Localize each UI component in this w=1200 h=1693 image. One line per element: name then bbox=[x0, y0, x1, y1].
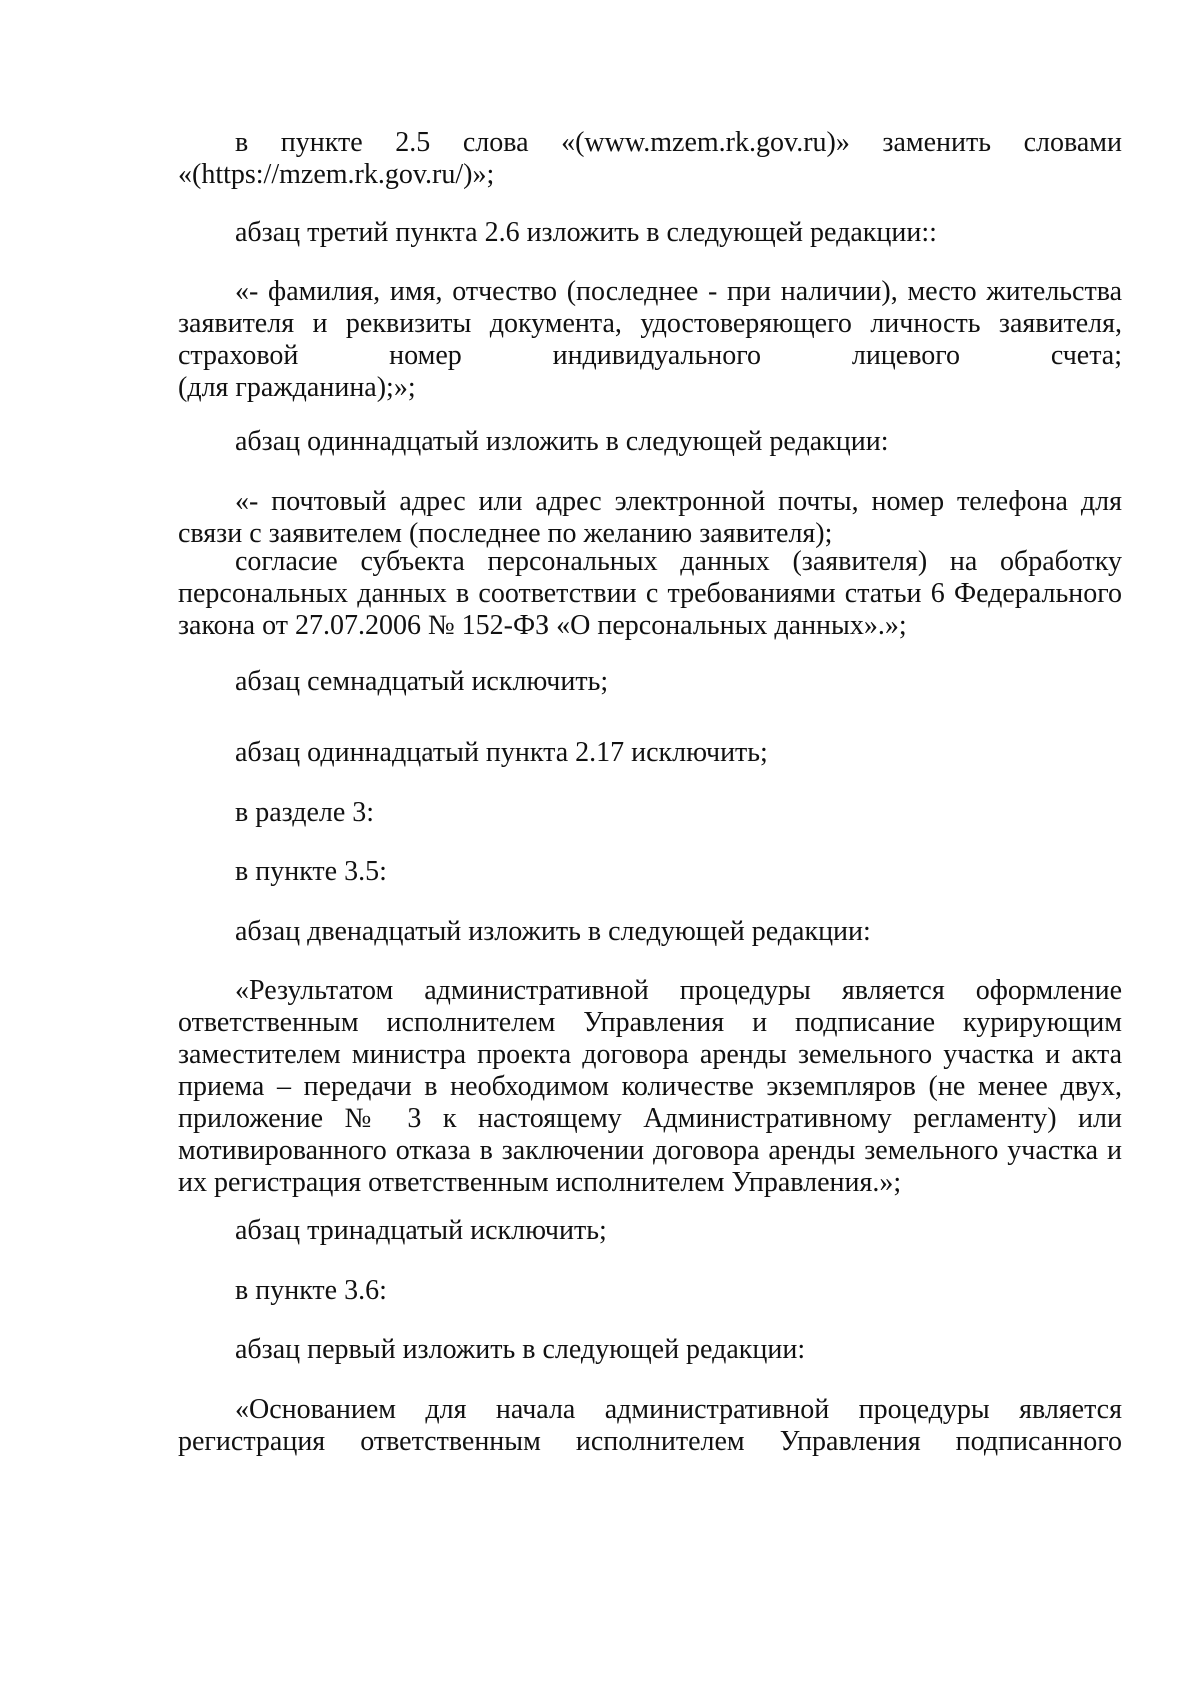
text-line: «- почтовый адрес или адрес электронной почты, номер телефона для bbox=[235, 486, 1122, 517]
text-line: связи с заявителем (последнее по желанию заявителя); bbox=[178, 518, 833, 549]
text-line: в пункте 2.5 слова «(www.mzem.rk.gov.ru)» заменить словами bbox=[235, 127, 1122, 158]
text-line: «(https://mzem.rk.gov.ru/)»; bbox=[178, 159, 495, 190]
paragraph-p4: абзац одиннадцатый изложить в следующей редакции: bbox=[235, 426, 889, 457]
text-line: страховой номер индивидуального лицевого счета; bbox=[178, 340, 1122, 371]
paragraph-p15: абзац первый изложить в следующей редакции: bbox=[235, 1334, 806, 1365]
paragraph-p12 bbox=[178, 975, 1122, 1199]
paragraph-p14: в пункте 3.6: bbox=[235, 1275, 387, 1306]
paragraph-p13: абзац тринадцатый исключить; bbox=[235, 1215, 607, 1246]
paragraph-p6 bbox=[178, 546, 1122, 642]
paragraph-p10: в пункте 3.5: bbox=[235, 856, 387, 887]
text-line: их регистрация ответственным исполнителем Управления.»; bbox=[178, 1167, 902, 1198]
text-line: приема – передачи в необходимом количестве экземпляров (не менее двух, bbox=[178, 1071, 1122, 1102]
text-line: закона от 27.07.2006 № 152-ФЗ «О персональных данных».»; bbox=[178, 610, 907, 641]
text-line: согласие субъекта персональных данных (заявителя) на обработку bbox=[235, 546, 1122, 577]
paragraph-p3 bbox=[178, 276, 1122, 404]
text-line: «Основанием для начала административной процедуры является bbox=[235, 1394, 1122, 1425]
text-line: ответственным исполнителем Управления и подписание курирующим bbox=[178, 1007, 1122, 1038]
paragraph-p9: в разделе 3: bbox=[235, 797, 375, 828]
paragraph-p1 bbox=[178, 127, 1122, 191]
text-line: (для гражданина);»; bbox=[178, 372, 416, 403]
text-line: заявителя и реквизиты документа, удостоверяющего личность заявителя, bbox=[178, 308, 1122, 339]
text-line: мотивированного отказа в заключении договора аренды земельного участка и bbox=[178, 1135, 1122, 1166]
text-line: персональных данных в соответствии с требованиями статьи 6 Федерального bbox=[178, 578, 1122, 609]
text-line: заместителем министра проекта договора аренды земельного участка и акта bbox=[178, 1039, 1122, 1070]
text-line: «- фамилия, имя, отчество (последнее - при наличии), место жительства bbox=[235, 276, 1122, 307]
paragraph-p11: абзац двенадцатый изложить в следующей редакции: bbox=[235, 916, 871, 947]
paragraph-p7: абзац семнадцатый исключить; bbox=[235, 666, 609, 697]
paragraph-p8: абзац одиннадцатый пункта 2.17 исключить; bbox=[235, 737, 768, 768]
paragraph-p2: абзац третий пункта 2.6 изложить в следующей редакции:: bbox=[235, 217, 937, 248]
text-line: приложение № 3 к настоящему Административному регламенту) или bbox=[178, 1103, 1122, 1134]
paragraph-p5 bbox=[178, 486, 1122, 550]
text-line: регистрация ответственным исполнителем Управления подписанного bbox=[178, 1426, 1122, 1457]
paragraph-p16 bbox=[178, 1394, 1122, 1458]
text-line: «Результатом административной процедуры является оформление bbox=[235, 975, 1122, 1006]
